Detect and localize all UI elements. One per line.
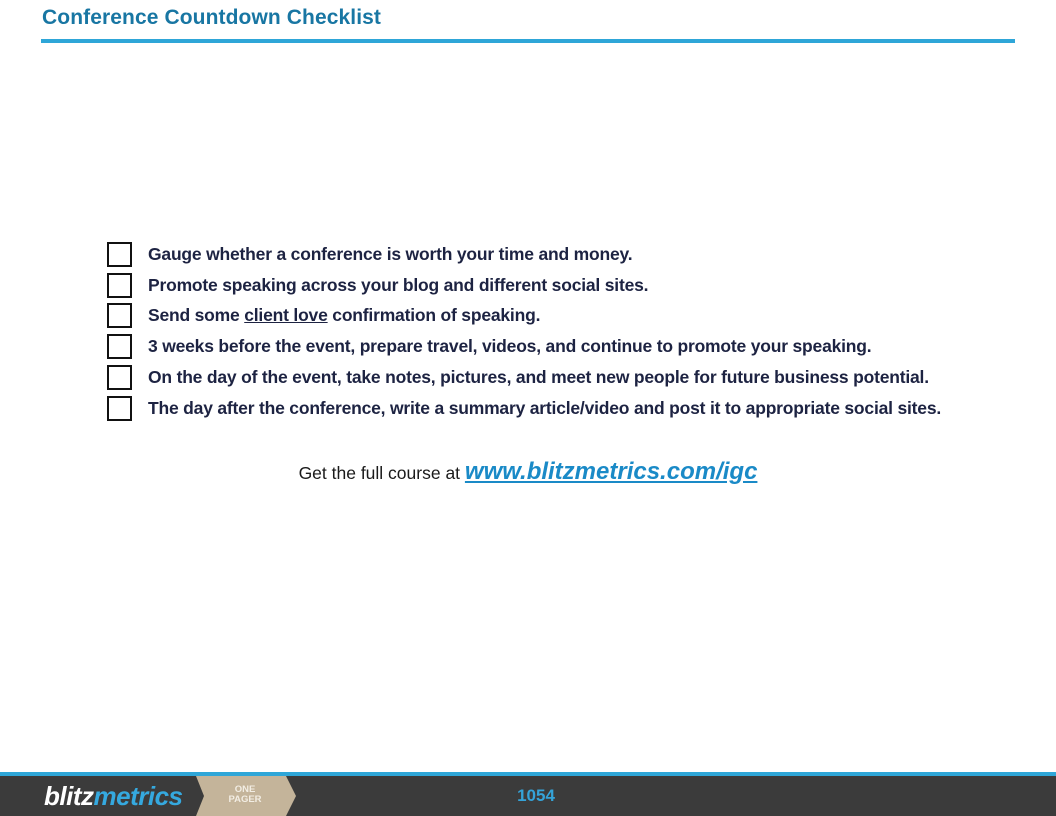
text-segment: confirmation of speaking. xyxy=(327,305,541,326)
checkbox[interactable] xyxy=(107,273,132,298)
checklist-item-text: Gauge whether a conference is worth your time and money. xyxy=(148,243,633,264)
checkbox[interactable] xyxy=(107,334,132,359)
brand-logo-part2: metrics xyxy=(93,781,183,811)
checklist-item xyxy=(107,239,941,270)
title-divider xyxy=(41,39,1015,43)
page-number: 1054 xyxy=(517,786,555,805)
tag-line-2: PAGER xyxy=(228,794,262,805)
checklist-item-text xyxy=(148,305,540,326)
cta-prefix: Get the full course at xyxy=(298,463,465,483)
checklist-item-text: On the day of the event, take notes, pictures, and meet new people for future business potential. xyxy=(148,367,929,388)
course-link[interactable]: www.blitzmetrics.com/igc xyxy=(464,458,758,485)
checklist-item-text: The day after the conference, write a summary article/video and post it to appropriate social sites. xyxy=(148,397,942,418)
checklist-item xyxy=(107,301,941,332)
checklist xyxy=(107,239,941,424)
checkbox[interactable] xyxy=(107,396,132,421)
checklist-item xyxy=(107,362,941,393)
text-segment: Send some xyxy=(148,305,245,326)
checkbox[interactable] xyxy=(107,242,132,267)
brand-logo-part1: blitz xyxy=(44,781,94,811)
checkbox[interactable] xyxy=(107,365,132,390)
footer xyxy=(0,772,1056,816)
tag-line-1: ONE xyxy=(234,784,256,795)
page-title: Conference Countdown Checklist xyxy=(42,6,382,29)
checklist-item xyxy=(107,270,941,301)
client-love-link[interactable]: client love xyxy=(244,305,328,326)
checkbox[interactable] xyxy=(107,303,132,328)
course-cta xyxy=(0,458,1056,486)
checklist-item xyxy=(107,331,941,362)
checklist-item xyxy=(107,393,941,424)
checklist-item-text: Promote speaking across your blog and different social sites. xyxy=(148,274,649,295)
checklist-item-text: 3 weeks before the event, prepare travel, videos, and continue to promote your speaking. xyxy=(148,336,872,357)
